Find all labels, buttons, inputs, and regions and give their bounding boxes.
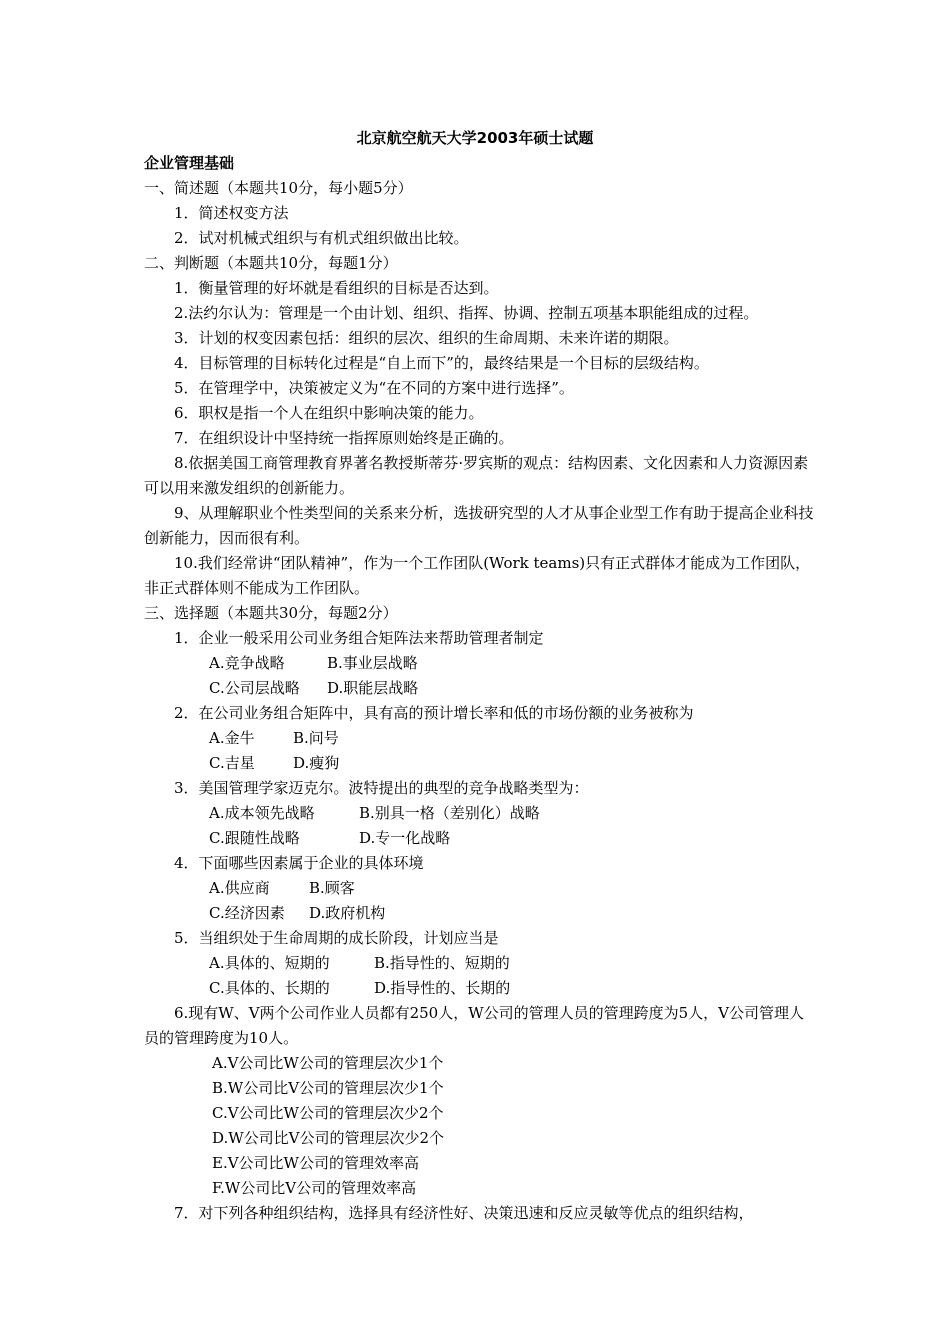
q6-option-d: D.W公司比V公司的管理层次少2个 [212,1129,445,1147]
q1-options-row2 [144,676,814,701]
q2-option-a: A.金牛 [209,729,255,747]
section2-item-8: 8.依据美国工商管理教育界著名教授斯蒂芬·罗宾斯的观点：结构因素、文化因素和人力资源因素可以用来激发组织的创新能力。 [144,454,809,497]
q1-options-row1 [144,651,814,676]
document-title: 北京航空航天大学2003年硕士试题 [356,129,594,147]
q1-option-d: D.职能层战略 [327,679,419,697]
q4-option-d: D.政府机构 [309,904,386,922]
section3-heading: 三、选择题（本题共30分，每题2分） [144,604,398,622]
q6-option-e: E.V公司比W公司的管理效率高 [212,1154,419,1172]
q4-option-c: C.经济因素 [209,904,285,922]
section1-item-1: 1．简述权变方法 [174,204,289,222]
q1-option-c: C.公司层战略 [209,679,300,697]
q3-options-row1 [144,801,814,826]
q1-stem: 1．企业一般采用公司业务组合矩阵法来帮助管理者制定 [174,629,544,647]
q3-option-d: D.专一化战略 [359,829,451,847]
q5-stem: 5．当组织处于生命周期的成长阶段，计划应当是 [174,929,499,947]
q6-option-a: A.V公司比W公司的管理层次少1个 [212,1054,444,1072]
section2-item-9: 9、从理解职业个性类型间的关系来分析，选拔研究型的人才从事企业型工作有助于提高企业科技创新能力，因而很有利。 [144,504,814,547]
q7-stem: 7．对下列各种组织结构，选择具有经济性好、决策迅速和反应灵敏等优点的组织结构， [174,1204,754,1222]
q3-option-a: A.成本领先战略 [209,804,315,822]
section2-item-4: 4．目标管理的目标转化过程是“自上而下”的，最终结果是一个目标的层级结构。 [174,354,709,372]
q4-option-b: B.顾客 [309,879,355,897]
subject-heading: 企业管理基础 [144,154,235,172]
q2-option-b: B.问号 [293,729,339,747]
q2-options-row2 [144,751,814,776]
q6-option-c: C.V公司比W公司的管理层次少2个 [212,1104,444,1122]
q6-option-b: B.W公司比V公司的管理层次少1个 [212,1079,444,1097]
q1-option-b: B.事业层战略 [327,654,418,672]
section1-heading: 一、简述题（本题共10分，每小题5分） [144,179,413,197]
section1-item-2: 2．试对机械式组织与有机式组织做出比较。 [174,229,469,247]
q2-option-d: D.瘦狗 [293,754,340,772]
section2-item-2: 2.法约尔认为：管理是一个由计划、组织、指挥、协调、控制五项基本职能组成的过程。 [174,304,759,322]
q4-options-row2 [144,901,814,926]
q2-stem: 2．在公司业务组合矩阵中，具有高的预计增长率和低的市场份额的业务被称为 [174,704,694,722]
q5-option-a: A.具体的、短期的 [209,954,330,972]
section2-item-5: 5．在管理学中，决策被定义为“在不同的方案中进行选择”。 [174,379,574,397]
q4-stem: 4．下面哪些因素属于企业的具体环境 [174,854,424,872]
q5-options-row1 [144,951,814,976]
section2-heading: 二、判断题（本题共10分，每题1分） [144,254,398,272]
q3-option-c: C.跟随性战略 [209,829,300,847]
section2-item-7: 7．在组织设计中坚持统一指挥原则始终是正确的。 [174,429,514,447]
q2-option-c: C.吉星 [209,754,255,772]
q3-stem: 3．美国管理学家迈克尔。波特提出的典型的竞争战略类型为： [174,779,589,797]
q1-option-a: A.竞争战略 [209,654,285,672]
q6-option-f: F.W公司比V公司的管理效率高 [212,1179,417,1197]
q4-option-a: A.供应商 [209,879,270,897]
section2-item-6: 6．职权是指一个人在组织中影响决策的能力。 [174,404,484,422]
q6-stem: 6.现有W、V两个公司作业人员都有250人，W公司的管理人员的管理跨度为5人，V公司管理人员的管理跨度为10人。 [144,1004,804,1047]
q4-options-row1 [144,876,814,901]
q5-options-row2 [144,976,814,1001]
q5-option-d: D.指导性的、长期的 [374,979,511,997]
q5-option-b: B.指导性的、短期的 [374,954,510,972]
q2-options-row1 [144,726,814,751]
section2-item-1: 1．衡量管理的好坏就是看组织的目标是否达到。 [174,279,499,297]
q3-options-row2 [144,826,814,851]
q5-option-c: C.具体的、长期的 [209,979,330,997]
section2-item-10: 10.我们经常讲“团队精神”，作为一个工作团队(Work teams)只有正式群体才能成为工作团队，非正式群体则不能成为工作团队。 [144,554,811,597]
section2-item-3: 3．计划的权变因素包括：组织的层次、组织的生命周期、未来许诺的期限。 [174,329,679,347]
q3-option-b: B.别具一格（差别化）战略 [359,804,540,822]
document-body [144,151,814,1226]
